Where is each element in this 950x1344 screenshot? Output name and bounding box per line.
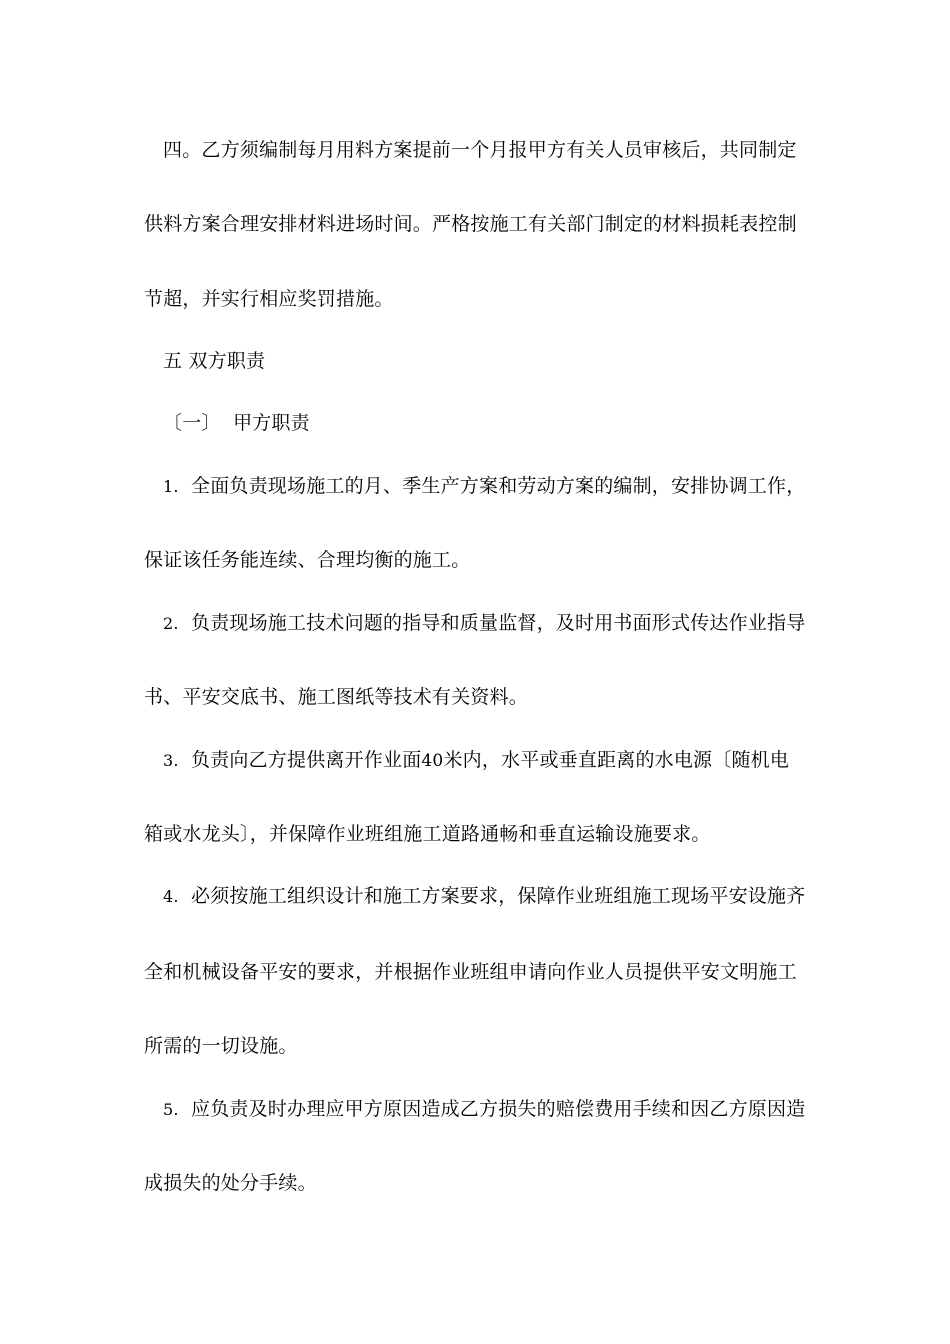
list-item-text: 负责现场施工技术问题的指导和质量监督，及时用书面形式传达作业指导 <box>191 612 806 634</box>
list-item-text-part-a: 负责向乙方提供离开作业面 <box>191 749 422 771</box>
paragraph-4-line-1: 四。乙方须编制每月用料方案提前一个月报甲方有关人员审核后，共同制定 <box>163 139 797 161</box>
list-item-2-continuation: 书、平安交底书、施工图纸等技术有关资料。 <box>144 686 529 708</box>
list-item-2 <box>163 611 843 636</box>
list-item-number: 5. <box>163 1100 179 1119</box>
paragraph-4-line-3: 节超，并实行相应奖罚措施。 <box>144 288 394 310</box>
paragraph-4-line-2: 供料方案合理安排材料进场时间。严格按施工有关部门制定的材料损耗表控制 <box>144 213 797 235</box>
list-item-3-continuation: 箱或水龙头〕，并保障作业班组施工道路通畅和垂直运输设施要求。 <box>144 823 711 845</box>
list-item-5 <box>163 1097 843 1122</box>
list-item-number: 3. <box>163 751 179 770</box>
list-item-number: 1. <box>163 477 179 496</box>
section-5-heading: 五 双方职责 <box>163 350 266 372</box>
list-item-number: 4. <box>163 887 179 906</box>
list-item-4-continuation-2: 所需的一切设施。 <box>144 1035 298 1057</box>
list-item-text: 全面负责现场施工的月、季生产方案和劳动方案的编制，安排协调工作， <box>191 475 806 497</box>
list-item-5-continuation: 成损失的处分手续。 <box>144 1172 317 1194</box>
subsection-1-heading: 〔一〕 甲方职责 <box>163 412 310 434</box>
list-item-number: 2. <box>163 614 179 633</box>
list-item-text-part-b: 米内，水平或垂直距离的水电源〔随机电 <box>443 749 790 771</box>
list-item-3 <box>163 748 843 773</box>
list-item-1-continuation: 保证该任务能连续、合理均衡的施工。 <box>144 549 471 571</box>
list-item-1 <box>163 474 843 499</box>
list-item-text: 应负责及时办理应甲方原因造成乙方损失的赔偿费用手续和因乙方原因造 <box>191 1098 806 1120</box>
list-item-text: 必须按施工组织设计和施工方案要求，保障作业班组施工现场平安设施齐 <box>191 885 806 907</box>
list-item-distance-value: 40 <box>421 751 444 771</box>
list-item-4-continuation-1: 全和机械设备平安的要求，并根据作业班组申请向作业人员提供平安文明施工 <box>144 961 797 983</box>
list-item-4 <box>163 884 843 909</box>
